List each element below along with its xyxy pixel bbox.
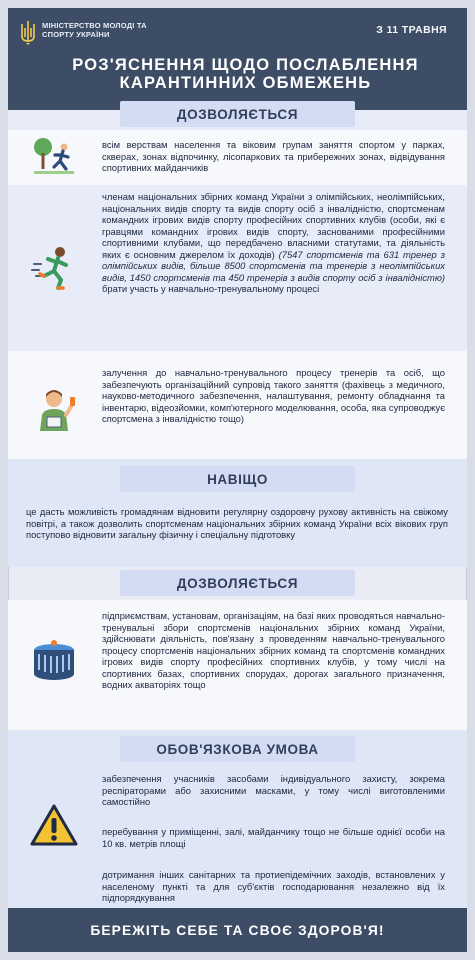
why-text: це дасть можливість громадянам відновити регулярну оздоровчу рухову активність на свіжому повітрі, а також дозволить спортсменам національних збірних команд України всіх вікових груп поступово відновити загальну фізичну і спеціальну підготовку bbox=[26, 506, 448, 540]
mandatory-text-2: перебування у приміщенні, залі, майданчику тощо не більше однієї особи на 10 кв. метрів площі bbox=[102, 826, 445, 849]
footer-slogan: БЕРЕЖІТЬ СЕБЕ ТА СВОЄ ЗДОРОВ'Я! bbox=[8, 908, 467, 952]
ministry-name: МІНІСТЕРСТВО МОЛОДІ ТА СПОРТУ УКРАЇНИ bbox=[42, 21, 147, 39]
warning-icon bbox=[30, 802, 78, 850]
section-tag-allowed-2: ДОЗВОЛЯЄТЬСЯ bbox=[120, 570, 355, 596]
section-tag-mandatory: ОБОВ'ЯЗКОВА УМОВА bbox=[120, 736, 355, 762]
trident-icon bbox=[20, 20, 36, 46]
page-title bbox=[16, 56, 475, 92]
block-text-4: підприємствам, установам, організаціям, на базі яких проводяться навчально-тренувальні збори спортсменів національних збірних команд України, здійснювати діяльність, пов'язану з проведенням навчально-тренувального процесу спортсменів національних збірних команд та спортсменів командних ігрових видів спорту професійних спортивних клубів, у тому числі на спортивних базах, спортивних спорудах, дорогах загального призначення, водних акваторіях тощо bbox=[102, 610, 445, 690]
stadium-icon bbox=[30, 636, 78, 684]
ministry-logo bbox=[20, 18, 170, 54]
mandatory-text-1: забезпечення учасників засобами індивідуального захисту, зокрема респіраторами або захисними масками, у тому числі виготовленими самостійно bbox=[102, 773, 445, 807]
park-jogger-icon bbox=[30, 133, 78, 181]
section-tag-why: НАВІЩО bbox=[120, 466, 355, 492]
running-athlete-icon bbox=[30, 244, 78, 292]
block-text-2: членам національних збірних команд України з олімпійських, неолімпійських, національних видів спорту та видів спорту осіб з інвалідністю, спортсменам командних ігрових видів спорту професійних спортивних клубів (особи, які є гравцями командних ігрових видів спорту, заснованими професійними спортивними клубами, що передбачено власними статутами, та діяльність яких є основним джерелом їх доходів) (7547 спортсменів та 631 тренер з олімпійських видів, більше 8500 спортсменів та тренерів з неолімпійських видів, 1450 спортсменів та 450 тренерів з видів спорту осіб з інвалідністю) брати участь у навчально-тренувальному процесі bbox=[102, 191, 445, 294]
stats-note: (7547 спортсменів та 631 тренер з олімпійських видів, більше 8500 спортсменів та тренерів з неолімпійських видів, 1450 спортсменів та 450 тренерів з видів спорту осіб з інвалідністю) bbox=[102, 248, 445, 283]
block-text-1: всім верствам населення та віковим групам заняття спортом у парках, скверах, зонах відпочинку, лісопаркових та прибережних зонах, відвідування спортивних майданчиків bbox=[102, 139, 445, 173]
mandatory-text-3: дотримання інших санітарних та протиепідемічних заходів, встановлених у населеному пункті та для суб'єктів господарювання незалежно від їх підпорядкування bbox=[102, 869, 445, 903]
title-line-2: КАРАНТИННИХ ОБМЕЖЕНЬ bbox=[119, 74, 372, 92]
coach-icon bbox=[30, 385, 78, 433]
title-line-1: РОЗ'ЯСНЕННЯ ЩОДО ПОСЛАБЛЕННЯ bbox=[72, 56, 419, 74]
section-tag-allowed: ДОЗВОЛЯЄТЬСЯ bbox=[120, 101, 355, 127]
header-bar bbox=[8, 8, 467, 110]
block-text-3: залучення до навчально-тренувального процесу тренерів та осіб, що забезпечують організаційний супровід такого заняття (фахівець з медичного, науково-методичного забезпечення, налаштування, ремонту обладнання та інвентарю, відеозйомки, комп'ютерного моделювання, особа, яка супроводжує спортсмена з інвалідністю тощо) bbox=[102, 367, 445, 424]
date-label: З 11 ТРАВНЯ bbox=[376, 24, 447, 36]
